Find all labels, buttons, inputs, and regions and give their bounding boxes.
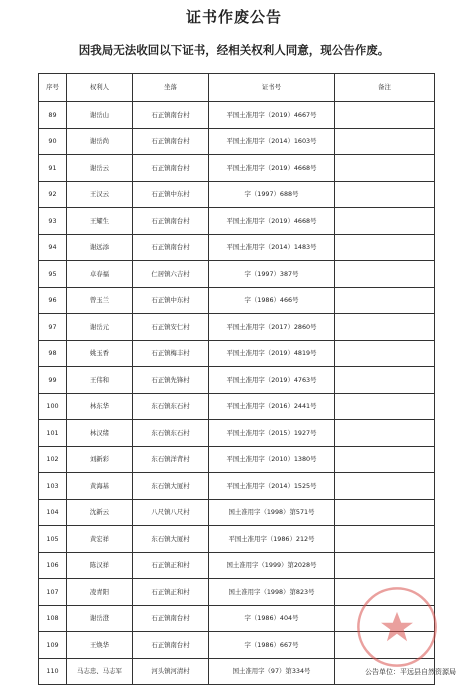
cell-remarks bbox=[335, 208, 435, 235]
header-certificate: 证书号 bbox=[209, 74, 335, 102]
cell-index: 109 bbox=[39, 632, 67, 659]
cell-location: 石正镇中东村 bbox=[133, 287, 209, 314]
cell-index: 97 bbox=[39, 314, 67, 341]
cell-remarks bbox=[335, 102, 435, 129]
cell-location: 石正镇南台村 bbox=[133, 208, 209, 235]
table-row bbox=[39, 499, 435, 526]
cell-remarks bbox=[335, 340, 435, 367]
cell-location: 河头镇河清村 bbox=[133, 658, 209, 685]
cell-location: 石正镇南台村 bbox=[133, 605, 209, 632]
cell-owner: 谢远添 bbox=[67, 234, 133, 261]
cell-index: 101 bbox=[39, 420, 67, 447]
cell-location: 仁居镇六吉村 bbox=[133, 261, 209, 288]
publisher-footer: 公告单位：平远县自然资源局 bbox=[365, 668, 456, 676]
cell-index: 99 bbox=[39, 367, 67, 394]
cell-certificate: 平国土准用字（2014）1603号 bbox=[209, 128, 335, 155]
cell-index: 92 bbox=[39, 181, 67, 208]
cell-owner: 谢岳山 bbox=[67, 102, 133, 129]
cell-certificate: 国土准用字（97）第334号 bbox=[209, 658, 335, 685]
table-header-row bbox=[39, 74, 435, 102]
cell-owner: 王伟和 bbox=[67, 367, 133, 394]
cell-certificate: 平国土准用字（2016）2441号 bbox=[209, 393, 335, 420]
cell-index: 91 bbox=[39, 155, 67, 182]
cell-certificate: 字（1997）688号 bbox=[209, 181, 335, 208]
cell-certificate: 平国土准用字（1986）212号 bbox=[209, 526, 335, 553]
cell-remarks bbox=[335, 155, 435, 182]
table-row bbox=[39, 261, 435, 288]
cell-index: 103 bbox=[39, 473, 67, 500]
cell-remarks bbox=[335, 499, 435, 526]
cell-remarks bbox=[335, 526, 435, 553]
cell-certificate: 国土准用字（1998）第571号 bbox=[209, 499, 335, 526]
cell-location: 石正镇南台村 bbox=[133, 102, 209, 129]
cell-certificate: 字（1986）404号 bbox=[209, 605, 335, 632]
cell-location: 石正镇正和村 bbox=[133, 552, 209, 579]
cell-owner: 王焕华 bbox=[67, 632, 133, 659]
cell-index: 95 bbox=[39, 261, 67, 288]
cell-index: 108 bbox=[39, 605, 67, 632]
cell-location: 石正镇正和村 bbox=[133, 579, 209, 606]
cell-certificate: 国土准用字（1998）第823号 bbox=[209, 579, 335, 606]
cell-certificate: 平国土准用字（2014）1483号 bbox=[209, 234, 335, 261]
cell-location: 石正镇中东村 bbox=[133, 181, 209, 208]
cell-owner: 陈汉祥 bbox=[67, 552, 133, 579]
cell-remarks bbox=[335, 128, 435, 155]
official-seal-icon bbox=[355, 585, 439, 669]
cell-remarks bbox=[335, 393, 435, 420]
cell-location: 石正镇南台村 bbox=[133, 234, 209, 261]
cell-certificate: 平国土准用字（2019）4763号 bbox=[209, 367, 335, 394]
cell-certificate: 平国土准用字（2017）2860号 bbox=[209, 314, 335, 341]
table-row bbox=[39, 420, 435, 447]
cell-certificate: 平国土准用字（2019）4667号 bbox=[209, 102, 335, 129]
cell-owner: 马志忠、马志军 bbox=[67, 658, 133, 685]
cell-index: 93 bbox=[39, 208, 67, 235]
table-row bbox=[39, 181, 435, 208]
cell-remarks bbox=[335, 446, 435, 473]
cell-owner: 林东华 bbox=[67, 393, 133, 420]
cell-remarks bbox=[335, 552, 435, 579]
cell-certificate: 平国土准用字（2015）1927号 bbox=[209, 420, 335, 447]
header-index: 序号 bbox=[39, 74, 67, 102]
cell-index: 106 bbox=[39, 552, 67, 579]
cell-owner: 谢岳元 bbox=[67, 314, 133, 341]
cell-location: 石正镇南台村 bbox=[133, 128, 209, 155]
cell-owner: 谢岳尚 bbox=[67, 128, 133, 155]
table-row bbox=[39, 552, 435, 579]
cell-remarks bbox=[335, 473, 435, 500]
table-row bbox=[39, 234, 435, 261]
announcement-subtitle: 因我局无法收回以下证书，经相关权利人同意，现公告作废。 bbox=[78, 43, 390, 57]
cell-owner: 凌青阳 bbox=[67, 579, 133, 606]
cell-certificate: 字（1986）667号 bbox=[209, 632, 335, 659]
cell-remarks bbox=[335, 367, 435, 394]
cell-index: 107 bbox=[39, 579, 67, 606]
cell-index: 96 bbox=[39, 287, 67, 314]
cell-location: 东石镇大厦村 bbox=[133, 526, 209, 553]
cell-certificate: 平国土准用字（2019）4819号 bbox=[209, 340, 335, 367]
cell-index: 90 bbox=[39, 128, 67, 155]
cell-owner: 王汉云 bbox=[67, 181, 133, 208]
table-row bbox=[39, 473, 435, 500]
cell-remarks bbox=[335, 261, 435, 288]
cell-index: 94 bbox=[39, 234, 67, 261]
table-row bbox=[39, 446, 435, 473]
table-row bbox=[39, 367, 435, 394]
page-title: 证书作废公告 bbox=[185, 8, 282, 26]
cell-index: 105 bbox=[39, 526, 67, 553]
cell-location: 东石镇大厦村 bbox=[133, 473, 209, 500]
cell-certificate: 平国土准用字（2014）1525号 bbox=[209, 473, 335, 500]
cell-certificate: 平国土准用字（2019）4668号 bbox=[209, 208, 335, 235]
cell-owner: 刘新彩 bbox=[67, 446, 133, 473]
cell-location: 石正镇安仁村 bbox=[133, 314, 209, 341]
cell-owner: 王耀生 bbox=[67, 208, 133, 235]
table-row bbox=[39, 314, 435, 341]
table-row bbox=[39, 526, 435, 553]
cell-index: 102 bbox=[39, 446, 67, 473]
cell-location: 石正镇南台村 bbox=[133, 155, 209, 182]
cell-owner: 黄宏祥 bbox=[67, 526, 133, 553]
table-row bbox=[39, 287, 435, 314]
cell-owner: 黄海基 bbox=[67, 473, 133, 500]
cell-owner: 林汉绪 bbox=[67, 420, 133, 447]
cell-owner: 谢岳澄 bbox=[67, 605, 133, 632]
table-row bbox=[39, 208, 435, 235]
table-row bbox=[39, 102, 435, 129]
table-row bbox=[39, 340, 435, 367]
cell-certificate: 字（1997）387号 bbox=[209, 261, 335, 288]
cell-remarks bbox=[335, 181, 435, 208]
cell-index: 89 bbox=[39, 102, 67, 129]
cell-location: 八尺镇八尺村 bbox=[133, 499, 209, 526]
cell-owner: 沈新云 bbox=[67, 499, 133, 526]
cell-location: 东石镇洋背村 bbox=[133, 446, 209, 473]
table-row bbox=[39, 393, 435, 420]
cell-remarks bbox=[335, 234, 435, 261]
cell-owner: 曾玉兰 bbox=[67, 287, 133, 314]
table-row bbox=[39, 155, 435, 182]
header-remarks: 备注 bbox=[335, 74, 435, 102]
cell-location: 石正镇梅丰村 bbox=[133, 340, 209, 367]
cell-location: 东石镇东石村 bbox=[133, 393, 209, 420]
cell-location: 石正镇南台村 bbox=[133, 632, 209, 659]
cell-remarks bbox=[335, 287, 435, 314]
cell-remarks bbox=[335, 314, 435, 341]
cell-owner: 卓春福 bbox=[67, 261, 133, 288]
cell-owner: 谢岳云 bbox=[67, 155, 133, 182]
header-owner: 权利人 bbox=[67, 74, 133, 102]
table-row bbox=[39, 128, 435, 155]
cell-index: 98 bbox=[39, 340, 67, 367]
cell-certificate: 字（1986）466号 bbox=[209, 287, 335, 314]
cell-index: 100 bbox=[39, 393, 67, 420]
cell-certificate: 平国土准用字（2010）1380号 bbox=[209, 446, 335, 473]
cell-owner: 姚玉香 bbox=[67, 340, 133, 367]
cell-remarks bbox=[335, 420, 435, 447]
cell-index: 104 bbox=[39, 499, 67, 526]
cell-location: 石正镇先锋村 bbox=[133, 367, 209, 394]
cell-location: 东石镇东石村 bbox=[133, 420, 209, 447]
header-location: 坐落 bbox=[133, 74, 209, 102]
cell-certificate: 平国土准用字（2019）4668号 bbox=[209, 155, 335, 182]
cell-certificate: 国土准用字（1999）第2028号 bbox=[209, 552, 335, 579]
cell-index: 110 bbox=[39, 658, 67, 685]
